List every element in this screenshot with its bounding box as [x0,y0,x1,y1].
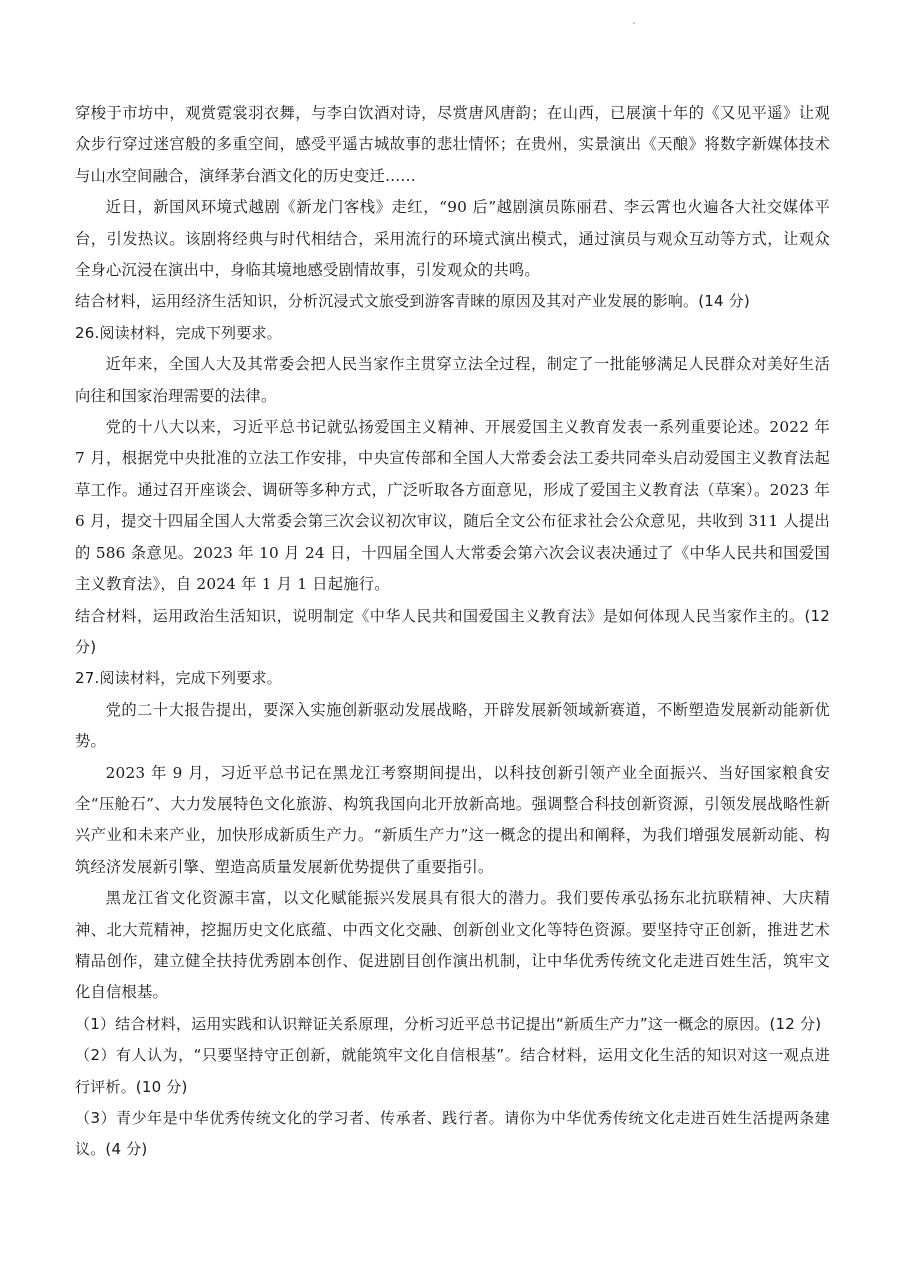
question-27-sub-1: （1）结合材料，运用实践和认识辩证关系原理，分析习近平总书记提出“新质生产力”这一概念的原因。(12 分) [75,1014,822,1033]
question-25-prompt: 结合材料，运用经济生活知识，分析沉浸式文旅受到游客青睐的原因及其对产业发展的影响。(14 分) [75,292,750,311]
question-27-sub-3: （3）青少年是中华优秀传统文化的学习者、传承者、践行者。请你为中华优秀传统文化走进百姓生活提两条建议。(4 分) [75,1109,830,1159]
question-26-prompt: 结合材料，运用政治生活知识，说明制定《中华人民共和国爱国主义教育法》是如何体现人民当家作主的。(12 分) [75,606,830,656]
material-paragraph-7: 黑龙江省文化资源丰富，以文化赋能振兴发展具有很大的潜力。我们要传承弘扬东北抗联精神、大庆精神、北大荒精神，挖掘历史文化底蕴、中西文化交融、创新创业文化等特色资源。要坚持守正创新，推进艺术精品创作，建立健全扶持优秀剧本创作、促进剧目创作演出机制，让中华优秀传统文化走进百姓生活，筑牢文化自信根基。 [75,889,830,1002]
material-paragraph-2: 近日，新国风环境式越剧《新龙门客栈》走红，“90 后”越剧演员陈丽君、李云霄也火遍各大社交媒体平台，引发热议。该剧将经典与时代相结合，采用流行的环境式演出模式，通过演员与观众互动等方式，让观众全身心沉浸在演出中，身临其境地感受剧情故事，引发观众的共鸣。 [75,198,830,280]
scan-speck [633,22,635,24]
material-paragraph-6: 2023 年 9 月，习近平总书记在黑龙江考察期间提出，以科技创新引领产业全面振兴、当好国家粮食安全“压舱石”、大力发展特色文化旅游、构筑我国向北开放新高地。强调整合科技创新资源，引领发展战略性新兴产业和未来产业，加快形成新质生产力。“新质生产力”这一概念的提出和阐释，为我们增强发展新动能、构筑经济发展新引擎、塑造高质量发展新优势提供了重要指引。 [75,763,830,876]
material-paragraph-4: 党的十八大以来，习近平总书记就弘扬爱国主义精神、开展爱国主义教育发表一系列重要论述。2022 年 7 月，根据党中央批准的立法工作安排，中央宣传部和全国人大常委会法工委共同牵头启动爱国主义教育法起草工作。通过召开座谈会、调研等多种方式，广泛听取各方面意见，形成了爱国主义教育法（草案）。2023 年 6 月，提交十四届全国人大常委会第三次会议初次审议，随后全文公布征求社会公众意见，共收到 311 人提出的 586 条意见。2023 年 10 月 24 日，十四届全国人大常委会第六次会议表决通过了《中华人民共和国爱国主义教育法》，自 2024 年 1 月 1 日起施行。 [75,418,830,594]
question-26-heading: 26.阅读材料，完成下列要求。 [75,323,282,342]
material-paragraph-1: 穿梭于市坊中，观赏霓裳羽衣舞，与李白饮酒对诗，尽赏唐风唐韵；在山西，已展演十年的《又见平遥》让观众步行穿过迷宫般的多重空间，感受平遥古城故事的悲壮情怀；在贵州，实景演出《天酿》将数字新媒体技术与山水空间融合，演绎茅台酒文化的历史变迁…… [75,104,830,185]
question-27-sub-2: （2）有人认为，“只要坚持守正创新，就能筑牢文化自信根基”。结合材料，运用文化生活的知识对这一观点进行评析。(10 分) [75,1046,830,1096]
question-27-heading: 27.阅读材料，完成下列要求。 [75,669,282,688]
material-paragraph-5: 党的二十大报告提出，要深入实施创新驱动发展战略，开辟发展新领域新赛道，不断塑造发展新动能新优势。 [75,700,830,751]
material-paragraph-3: 近年来，全国人大及其常委会把人民当家作主贯穿立法全过程，制定了一批能够满足人民群众对美好生活向往和国家治理需要的法律。 [75,355,830,405]
document-page [75,98,830,1166]
